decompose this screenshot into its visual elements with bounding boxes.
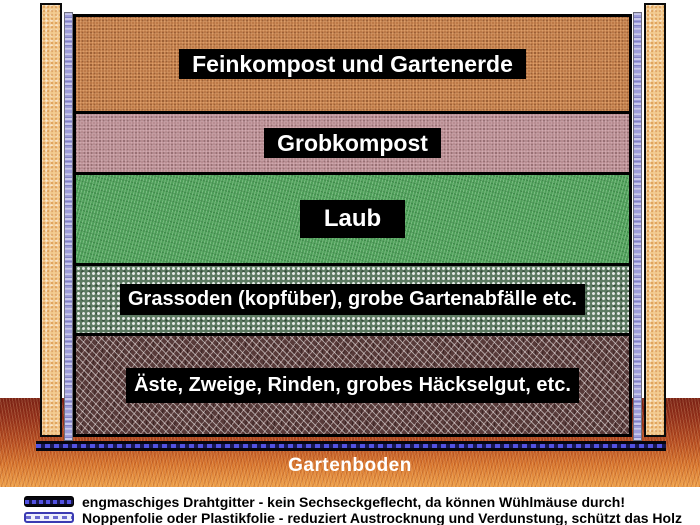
wood-post-right: [644, 3, 666, 437]
ground-label: Gartenboden: [288, 455, 412, 476]
layer-feinkompost: [76, 17, 629, 111]
plastic-foil-right: [633, 12, 642, 441]
layer-grassoden-label: Grassoden (kopfüber), grobe Gartenabfälle etc.: [120, 284, 585, 315]
layer-feinkompost-label: Feinkompost und Gartenerde: [179, 49, 526, 79]
legend: [24, 494, 682, 525]
legend-row-drahtgitter: [24, 494, 682, 509]
layer-laub-label: Laub: [300, 200, 405, 238]
layer-grassoden: [76, 266, 629, 333]
layer-grobkompost: [76, 114, 629, 172]
drahtgitter-swatch: [24, 496, 74, 507]
legend-text-drahtgitter: engmaschiges Drahtgitter - kein Sechseckgeflecht, da können Wühlmäuse durch!: [82, 493, 626, 510]
layer-aeste-label: Äste, Zweige, Rinden, grobes Häckselgut, etc.: [126, 368, 579, 403]
layer-grobkompost-label: Grobkompost: [264, 128, 441, 158]
plastic-foil-left: [64, 12, 73, 441]
wire-mesh-band: [36, 441, 666, 451]
legend-row-noppenfolie: [24, 510, 682, 525]
layer-stack: [73, 14, 632, 437]
legend-text-noppenfolie: Noppenfolie oder Plastikfolie - reduziert Austrocknung und Verdunstung, schützt das Holz: [82, 509, 682, 525]
noppenfolie-swatch: [24, 512, 74, 523]
layer-aeste: [76, 336, 629, 434]
layer-laub: [76, 175, 629, 263]
wood-post-left: [40, 3, 62, 437]
